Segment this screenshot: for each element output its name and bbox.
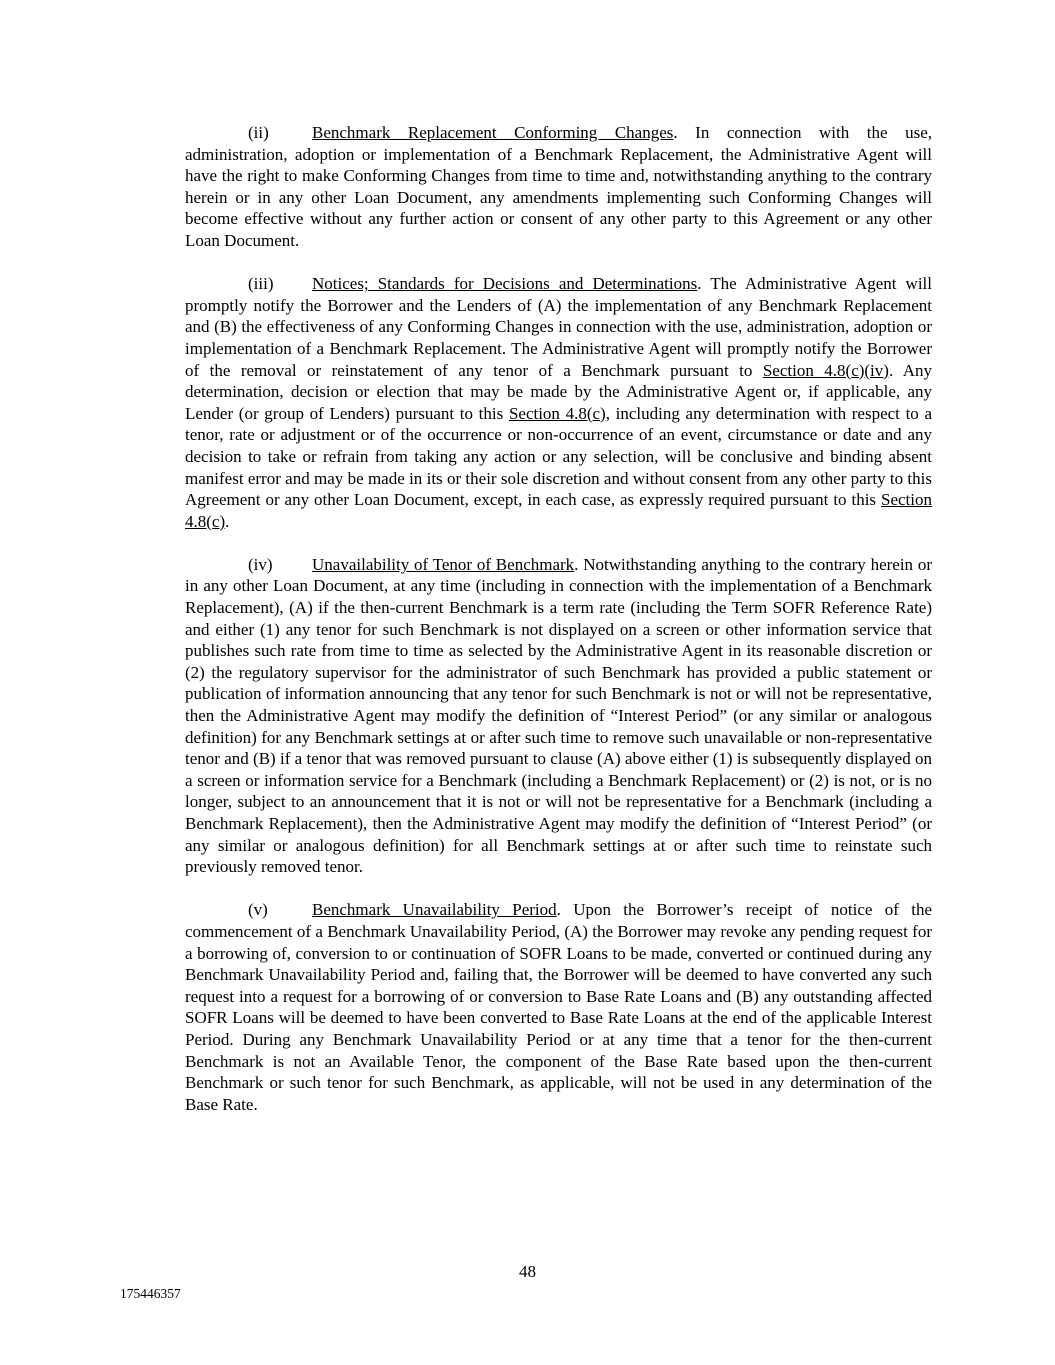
underlined-text: Unavailability of Tenor of Benchmark [312,554,575,574]
paragraph-label: (iii) [248,274,274,294]
document-body [185,122,932,1115]
page-number: 48 [519,1262,536,1281]
body-text: . [225,511,230,531]
paragraph-label: (v) [248,900,268,920]
underlined-text: Section 4.8(c) [185,490,932,531]
paragraph [185,122,932,252]
body-text: . In connection with the use, administration, adoption or implementation of a Benchmark Replacement, the Administrative Agent will have the right to make Conforming Changes from time to time and, notwithstanding anything to the contrary herein or in any other Loan Document, any amendments implementing such Conforming Changes will become effective without any further action or consent of any other party to this Agreement or any other Loan Document. [185,123,933,250]
body-text: . Upon the Borrower’s receipt of notice of the commencement of a Benchmark Unavailability Period, (A) the Borrower may revoke any pending request for a borrowing of, conversion to or continuation of SOFR Loans to be made, converted or continued during any Benchmark Unavailability Period and, failing that, the Borrower will be deemed to have converted any such request into a request for a borrowing of or conversion to Base Rate Loans and (B) any outstanding affected SOFR Loans will be deemed to have been converted to Base Rate Loans at the end of the applicable Interest Period. During any Benchmark Unavailability Period or at any time that a tenor for the then-current Benchmark is not an Available Tenor, the component of the Base Rate based upon the then-current Benchmark or such tenor for such Benchmark, as applicable, will not be used in any determination of the Base Rate. [185,900,932,1114]
underlined-text: Benchmark Replacement Conforming Changes [312,123,674,142]
body-text: . The Administrative Agent will promptly notify the Borrower and the Lenders of (A) the implementation of any Benchmark Replacement and (B) the effectiveness of any Conforming Changes in connection with the use, administration, adoption or implementation of a Benchmark Replacement. The Administrative Agent will promptly notify the Borrower of the removal or reinstatement of any tenor of a Benchmark pursuant to [185,274,932,380]
underlined-text: Section 4.8(c) [508,403,606,423]
footer-document-id: 175446357 [120,1286,181,1301]
paragraph-label: (iv) [248,554,273,574]
paragraph-label: (ii) [248,123,269,142]
paragraph [185,554,932,878]
paragraph [185,273,932,532]
body-text: . Any determination, decision or election that may be made by the Administrative Agent or, if applicable, any Lender (or group of Lenders) pursuant to this [185,360,933,423]
underlined-text: Section 4.8(c)(iv) [762,360,889,380]
underlined-text: Notices; Standards for Decisions and Determinations [312,274,698,294]
paragraph [185,899,932,1115]
underlined-text: Benchmark Unavailability Period [312,900,557,920]
body-text: , including any determination with respect to a tenor, rate or adjustment or of the occurrence or non-occurrence of an event, circumstance or date and any decision to take or refrain from taking any action or any selection, will be conclusive and binding absent manifest error and may be made in its or their sole discretion and without consent from any other party to this Agreement or any other Loan Document, except, in each case, as expressly required pursuant to this [185,403,933,510]
body-text: . Notwithstanding anything to the contrary herein or in any other Loan Document, at any time (including in connection with the implementation of a Benchmark Replacement), (A) if the then-current Benchmark is a term rate (including the Term SOFR Reference Rate) and either (1) any tenor for such Benchmark is not displayed on a screen or other information service that publishes such rate from time to time as selected by the Administrative Agent in its reasonable discretion or (2) the regulatory supervisor for the administrator of such Benchmark has provided a public statement or publication of information announcing that any tenor for such Benchmark is not or will not be representative, then the Administrative Agent may modify the definition of “Interest Period” (or any similar or analogous definition) for any Benchmark settings at or after such time to remove such unavailable or non-representative tenor and (B) if a tenor that was removed pursuant to clause (A) above either (1) is subsequently displayed on a screen or information service for a Benchmark (including a Benchmark Replacement) or (2) is not, or is no longer, subject to an announcement that it is not or will not be representative for a Benchmark (including a Benchmark Replacement), then the Administrative Agent may modify the definition of “Interest Period” (or any similar or analogous definition) for all Benchmark settings at or after such time to reinstate such previously removed tenor. [185,554,932,877]
